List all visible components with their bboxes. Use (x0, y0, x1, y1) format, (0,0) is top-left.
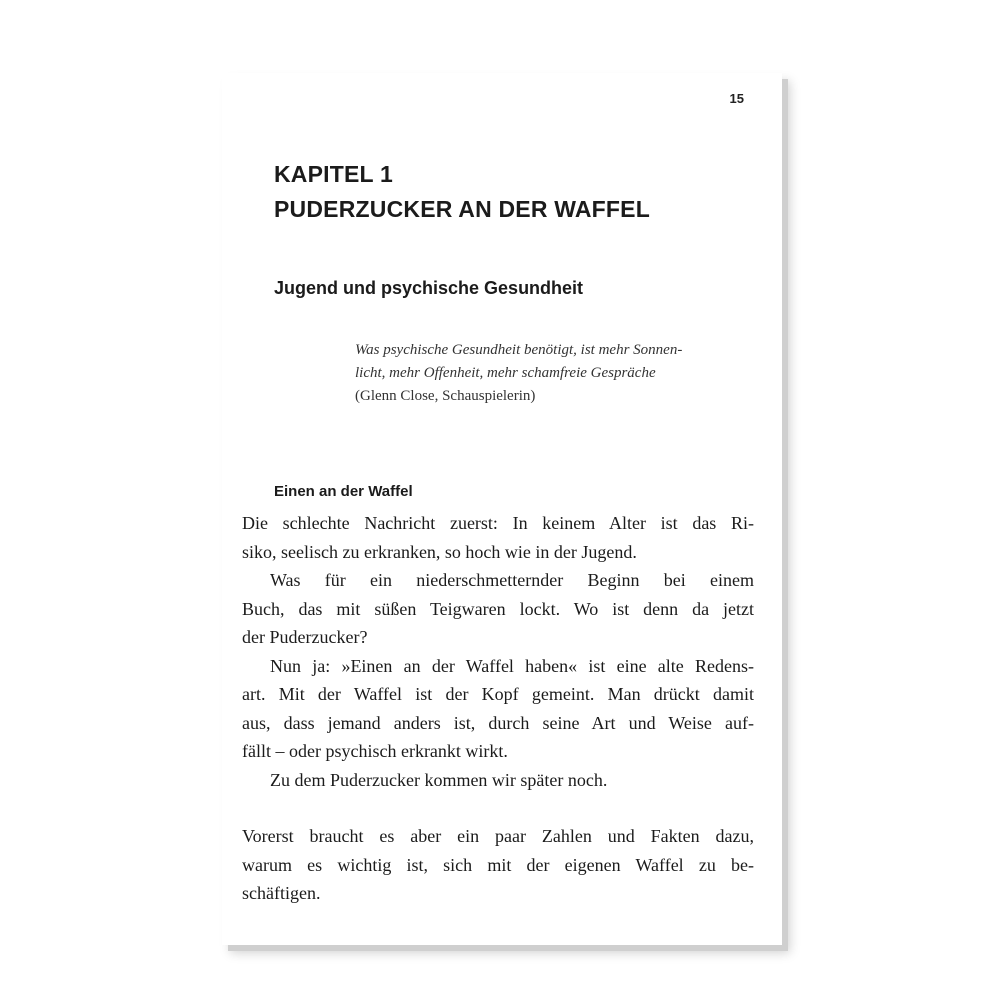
chapter-heading (274, 157, 650, 227)
text-line: fällt – oder psychisch erkrankt wirkt. (242, 741, 508, 761)
text-line: Was für ein niederschmetternder Beginn bei einem (270, 570, 754, 590)
chapter-title: PUDERZUCKER AN DER WAFFEL (274, 196, 650, 222)
section-title: Jugend und psychische Gesundheit (274, 278, 584, 298)
text-line: Die schlechte Nachricht zuerst: In keinem Alter ist das Ri- (242, 513, 754, 533)
text-line: schäftigen. (242, 883, 321, 903)
text-line: Vorerst braucht es aber ein paar Zahlen und Fakten dazu, (242, 826, 754, 846)
paragraph-gap (242, 794, 754, 822)
text-line: Zu dem Puderzucker kommen wir später noch. (270, 769, 608, 790)
epigraph (355, 339, 755, 408)
text-line: Nun ja: »Einen an der Waffel haben« ist eine alte Redens- (270, 655, 754, 676)
text-line: der Puderzucker? (242, 627, 368, 647)
text-line: aus, dass jemand anders ist, durch seine Art und Weise auf- (242, 712, 754, 733)
epigraph-quote-line: Was psychische Gesundheit benötigt, ist mehr Sonnen- (355, 342, 683, 358)
subheading: Einen an der Waffel (274, 483, 413, 500)
text-line: Buch, das mit süßen Teigwaren lockt. Wo ist denn da jetzt (242, 598, 754, 619)
body-text (242, 509, 754, 908)
epigraph-attribution: (Glenn Close, Schauspielerin) (355, 388, 536, 404)
epigraph-quote-line: licht, mehr Offenheit, mehr schamfreie Gespräche (355, 365, 656, 381)
chapter-number: KAPITEL 1 (274, 161, 393, 187)
text-line: siko, seelisch zu erkranken, so hoch wie in der Jugend. (242, 541, 637, 562)
book-page (222, 73, 782, 945)
text-line: warum es wichtig ist, sich mit der eigenen Waffel zu be- (242, 854, 754, 875)
page-number: 15 (729, 91, 744, 106)
text-line: art. Mit der Waffel ist der Kopf gemeint. Man drückt damit (242, 684, 754, 704)
